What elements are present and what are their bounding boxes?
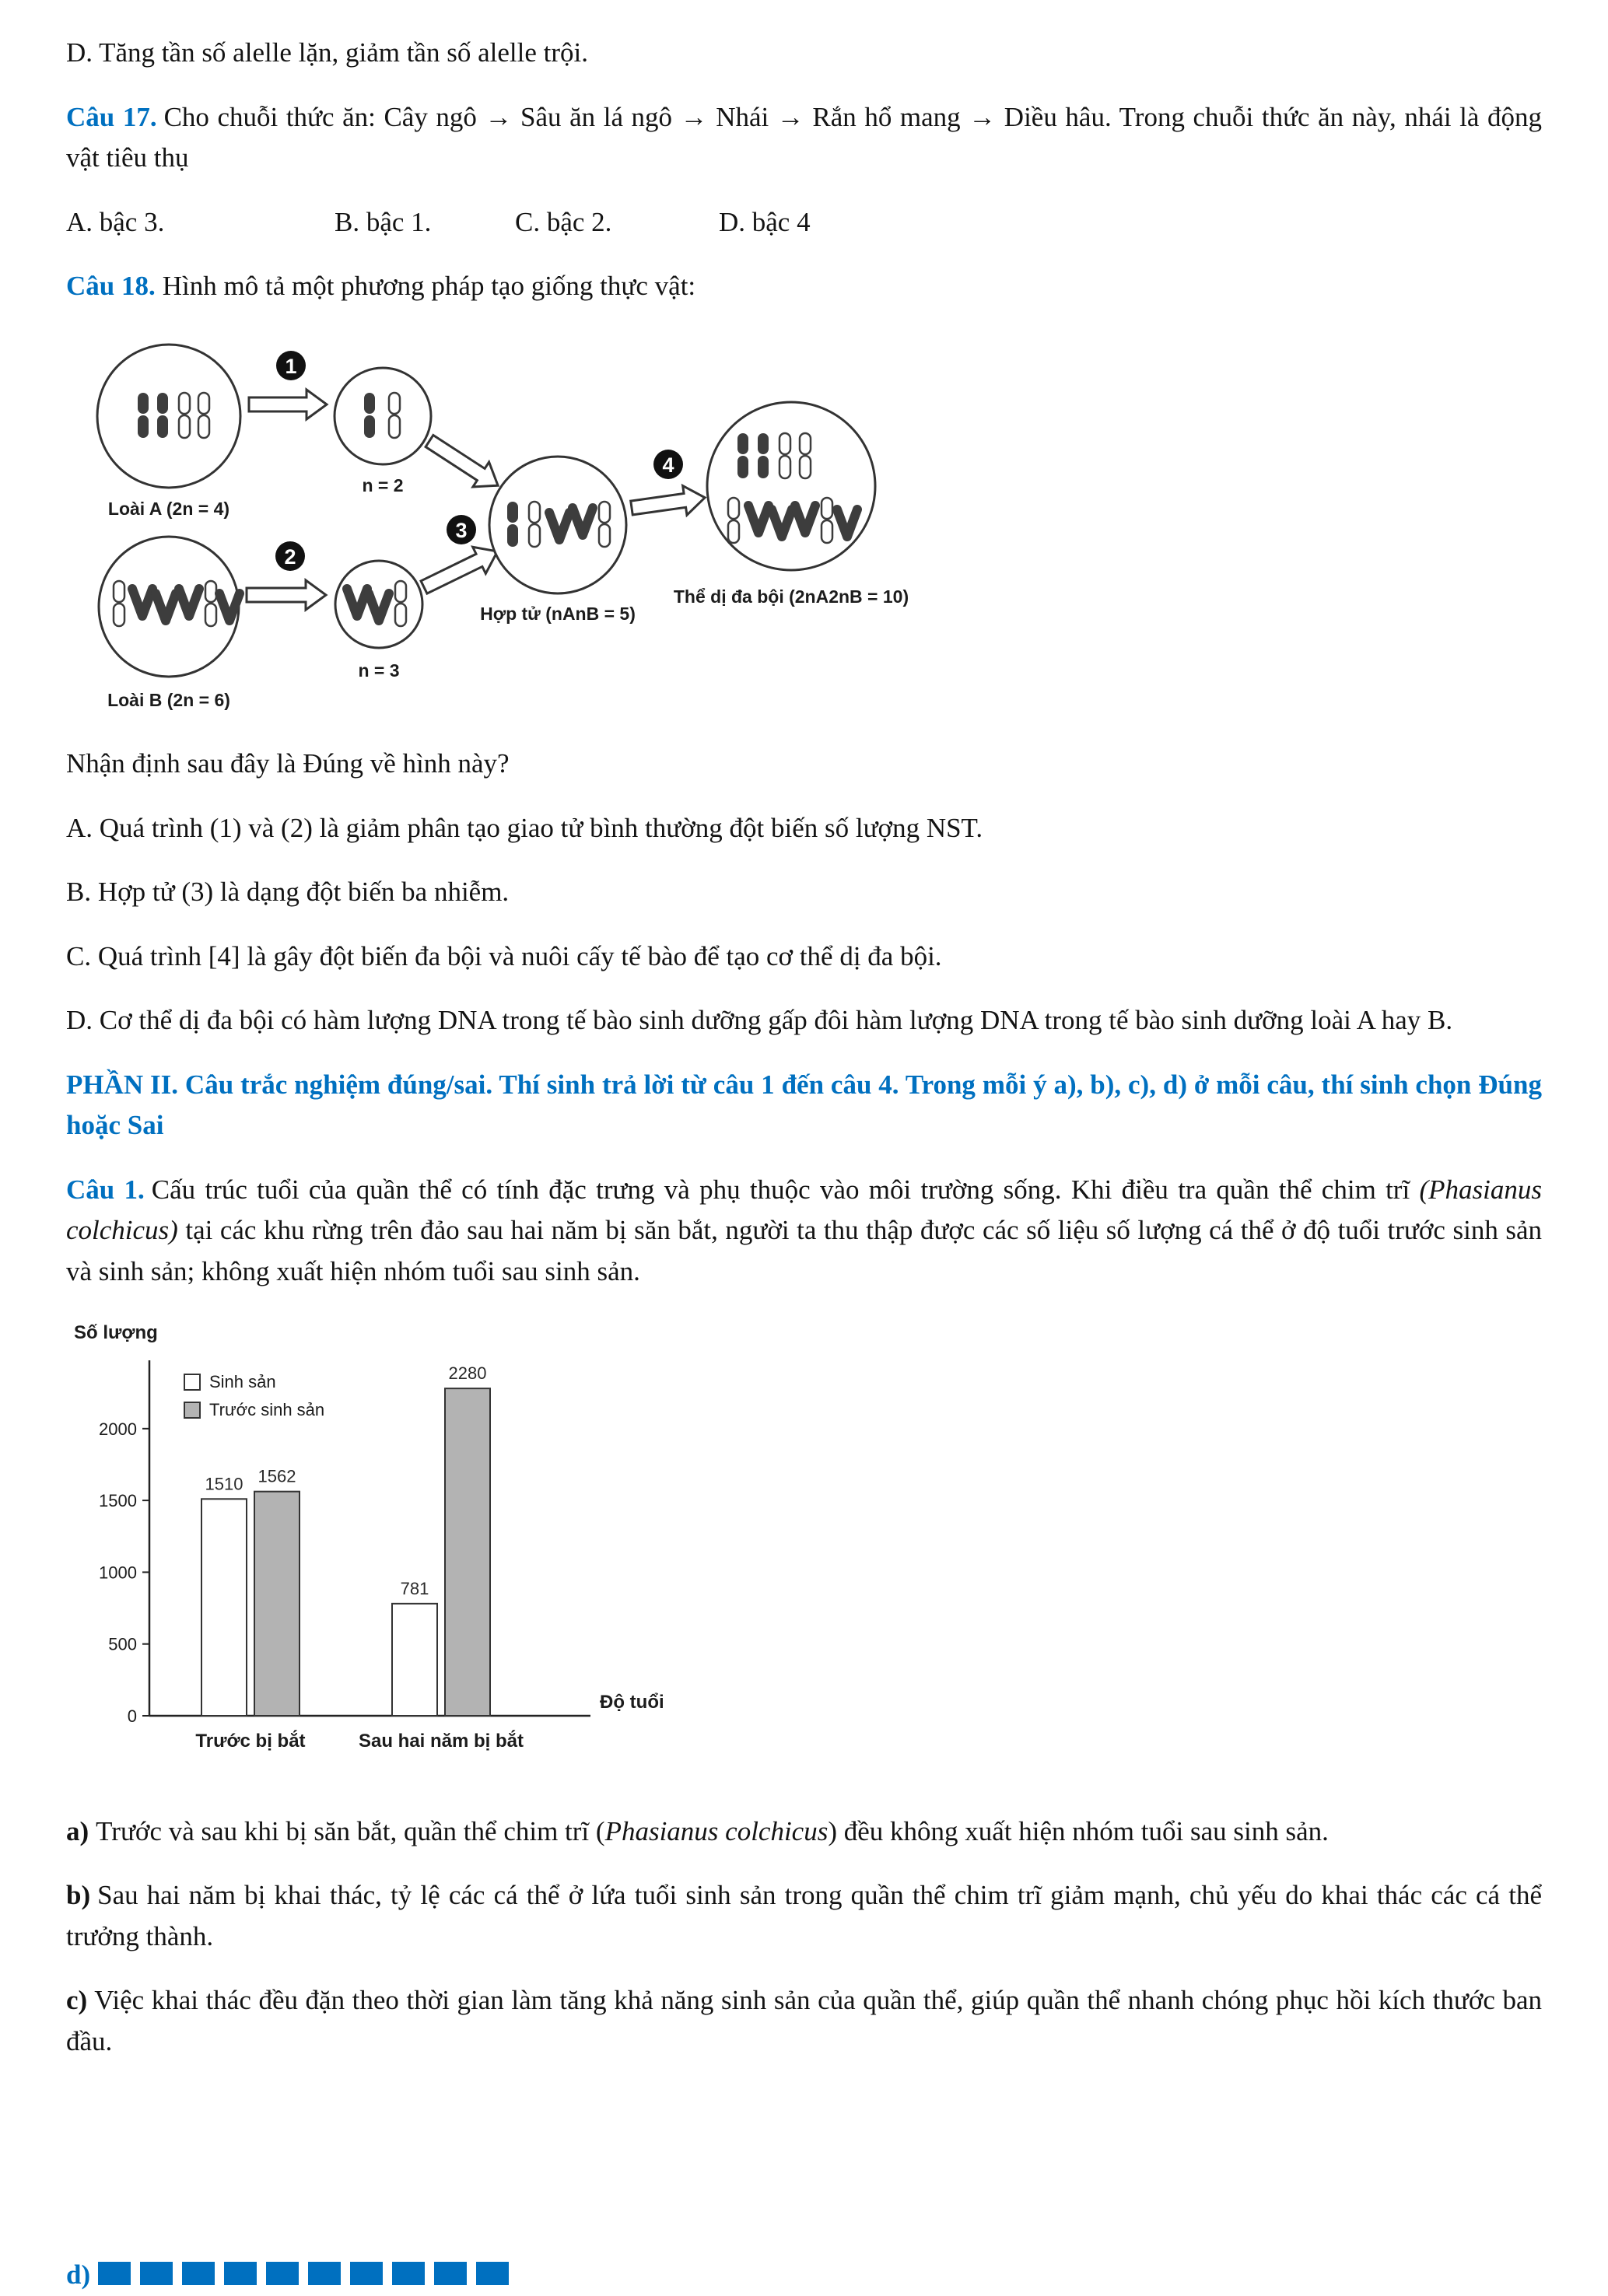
q17-option-a: A. bậc 3.	[66, 206, 165, 237]
statement-b	[66, 1875, 1542, 1957]
arrow-step-1	[249, 390, 327, 419]
species-b-label: Loài B (2n = 6)	[107, 689, 230, 710]
y-tick-label: 500	[108, 1634, 137, 1654]
statement-c	[66, 1980, 1542, 2062]
bar-Trước sinh sản	[254, 1492, 300, 1716]
option-d-text: D. Tăng tần số alelle lặn, giảm tần số alelle trội.	[66, 37, 588, 68]
part-2-heading	[66, 1065, 1542, 1146]
zygote-label: Hợp tử (nAnB = 5)	[480, 603, 636, 624]
arrow-step-2	[247, 580, 326, 610]
y-tick-label: 2000	[99, 1419, 137, 1439]
legend-label: Trước sinh sản	[209, 1400, 325, 1419]
question-1-text-2: tại các khu rừng trên đảo sau hai năm bị săn bắt, người ta thu thập được các số liệu số lượng cá thể ở độ tuổi trước sinh sản và sinh sản; không xuất hiện nhóm tuổi sau sinh sản.	[66, 1215, 1542, 1286]
legend-swatch	[184, 1402, 200, 1418]
part-2-heading-text: PHẦN II. Câu trắc nghiệm đúng/sai. Thí sinh trả lời từ câu 1 đến câu 4. Trong mỗi ý a), b), c), d) ở mỗi câu, thí sinh chọn Đúng hoặc Sai	[66, 1069, 1542, 1140]
q17-option-d: D. bậc 4	[719, 206, 811, 237]
species-a-circle	[97, 345, 240, 488]
question-18-intro: Hình mô tả một phương pháp tạo giống thực vật:	[162, 271, 696, 301]
breeding-method-diagram	[68, 331, 1542, 732]
question-17-options	[66, 202, 1542, 243]
step-3-number: 3	[455, 518, 468, 542]
allopolyploid-circle	[707, 402, 875, 570]
species-a-label: Loài A (2n = 4)	[107, 498, 230, 519]
species-name-italic: (Phasianus colchicus)	[66, 1174, 1542, 1245]
arrow-gamete-a-to-zygote	[422, 429, 506, 498]
statement-a-species-italic: Phasianus colchicus	[604, 1815, 829, 1846]
statement-a	[66, 1811, 1542, 1853]
statement-c-text: Việc khai thác đều đặn theo thời gian làm tăng khả năng sinh sản của quần thể, giúp quần thể nhanh chóng phục hồi kích thước ban đầu.	[66, 1985, 1542, 2056]
statement-a-text-1: Trước và sau khi bị săn bắt, quần thể chim trĩ (	[96, 1815, 605, 1846]
bar-Trước sinh sản	[445, 1388, 490, 1716]
y-axis-title: Số lượng	[74, 1322, 158, 1343]
y-tick-label: 0	[127, 1706, 137, 1726]
question-18-stem-text: Nhận định sau đây là Đúng về hình này?	[66, 748, 510, 779]
question-1	[66, 1170, 1542, 1293]
statement-b-label: b)	[66, 1880, 91, 1910]
allopolyploid-label: Thể dị đa bội (2nA2nB = 10)	[673, 586, 909, 607]
age-structure-bar-chart	[68, 1315, 1542, 1794]
bar-Sinh sản	[392, 1604, 437, 1716]
question-1-label: Câu 1.	[66, 1174, 145, 1205]
statement-d-label: d)	[66, 2259, 91, 2290]
question-18-label: Câu 18.	[66, 271, 156, 301]
statement-d-clipped	[66, 2255, 518, 2296]
step-2-number: 2	[284, 544, 296, 569]
legend-label: Sinh sản	[209, 1372, 276, 1391]
diagram-svg	[68, 331, 1040, 719]
q18-option-c-text: C. Quá trình [4] là gây đột biến đa bội và nuôi cấy tế bào để tạo cơ thể dị đa bội.	[66, 940, 942, 971]
question-18	[66, 266, 1542, 307]
previous-question-option-d	[66, 33, 1542, 74]
bar-Sinh sản	[201, 1499, 247, 1716]
gamete-a-circle	[335, 368, 431, 464]
question-18-stem	[66, 744, 1542, 785]
q18-option-d-text: D. Cơ thể dị đa bội có hàm lượng DNA trong tế bào sinh dưỡng gấp đôi hàm lượng DNA trong tế bào sinh dưỡng loài A hay B.	[66, 1005, 1453, 1035]
q18-option-d	[66, 1000, 1542, 1041]
q18-option-a	[66, 808, 1542, 849]
statement-b-text: Sau hai năm bị khai thác, tỷ lệ các cá thể ở lứa tuổi sinh sản trong quần thể chim trĩ giảm mạnh, chủ yếu do khai thác các cá thể trưởng thành.	[66, 1880, 1542, 1951]
y-tick-label: 1500	[99, 1491, 137, 1511]
step-4-number: 4	[662, 453, 674, 477]
q17-option-c: C. bậc 2.	[515, 206, 612, 237]
gamete-a-label: n = 2	[362, 474, 404, 495]
arrow-step-4	[629, 482, 706, 522]
bar-value-label: 2280	[448, 1363, 487, 1384]
bar-value-label: 1562	[257, 1466, 296, 1486]
clipped-text-fragment	[98, 2262, 518, 2285]
question-17	[66, 97, 1542, 179]
x-category-label: Sau hai năm bị bắt	[358, 1731, 524, 1752]
bar-chart-svg	[68, 1315, 698, 1782]
q18-option-c	[66, 936, 1542, 978]
x-category-label: Trước bị bắt	[195, 1731, 306, 1752]
gamete-b-label: n = 3	[358, 660, 400, 681]
question-17-label: Câu 17.	[66, 101, 157, 132]
statement-a-label: a)	[66, 1815, 89, 1846]
question-1-text-1: Cấu trúc tuổi của quần thể có tính đặc trưng và phụ thuộc vào môi trường sống. Khi điều tra quần thể chim trĩ	[151, 1174, 1420, 1205]
y-tick-label: 1000	[99, 1563, 137, 1583]
bar-value-label: 781	[400, 1578, 429, 1598]
arrow-gamete-b-to-zygote	[418, 537, 504, 600]
question-17-text: Cho chuỗi thức ăn: Cây ngô → Sâu ăn lá ngô → Nhái → Rắn hổ mang → Diều hâu. Trong chuỗi thức ăn này, nhái là động vật tiêu thụ	[66, 101, 1543, 173]
q18-option-b	[66, 872, 1542, 913]
bar-value-label: 1510	[205, 1474, 243, 1494]
x-axis-title: Độ tuổi	[600, 1692, 664, 1713]
legend-swatch	[184, 1374, 200, 1390]
step-1-number: 1	[285, 354, 297, 378]
statement-c-label: c)	[66, 1985, 88, 2015]
statement-a-text-2: ) đều không xuất hiện nhóm tuổi sau sinh sản.	[828, 1815, 1329, 1846]
q18-option-a-text: A. Quá trình (1) và (2) là giảm phân tạo giao tử bình thường đột biến số lượng NST.	[66, 812, 983, 843]
q18-option-b-text: B. Hợp tử (3) là dạng đột biến ba nhiễm.	[66, 877, 510, 907]
q17-option-b: B. bậc 1.	[335, 206, 432, 237]
